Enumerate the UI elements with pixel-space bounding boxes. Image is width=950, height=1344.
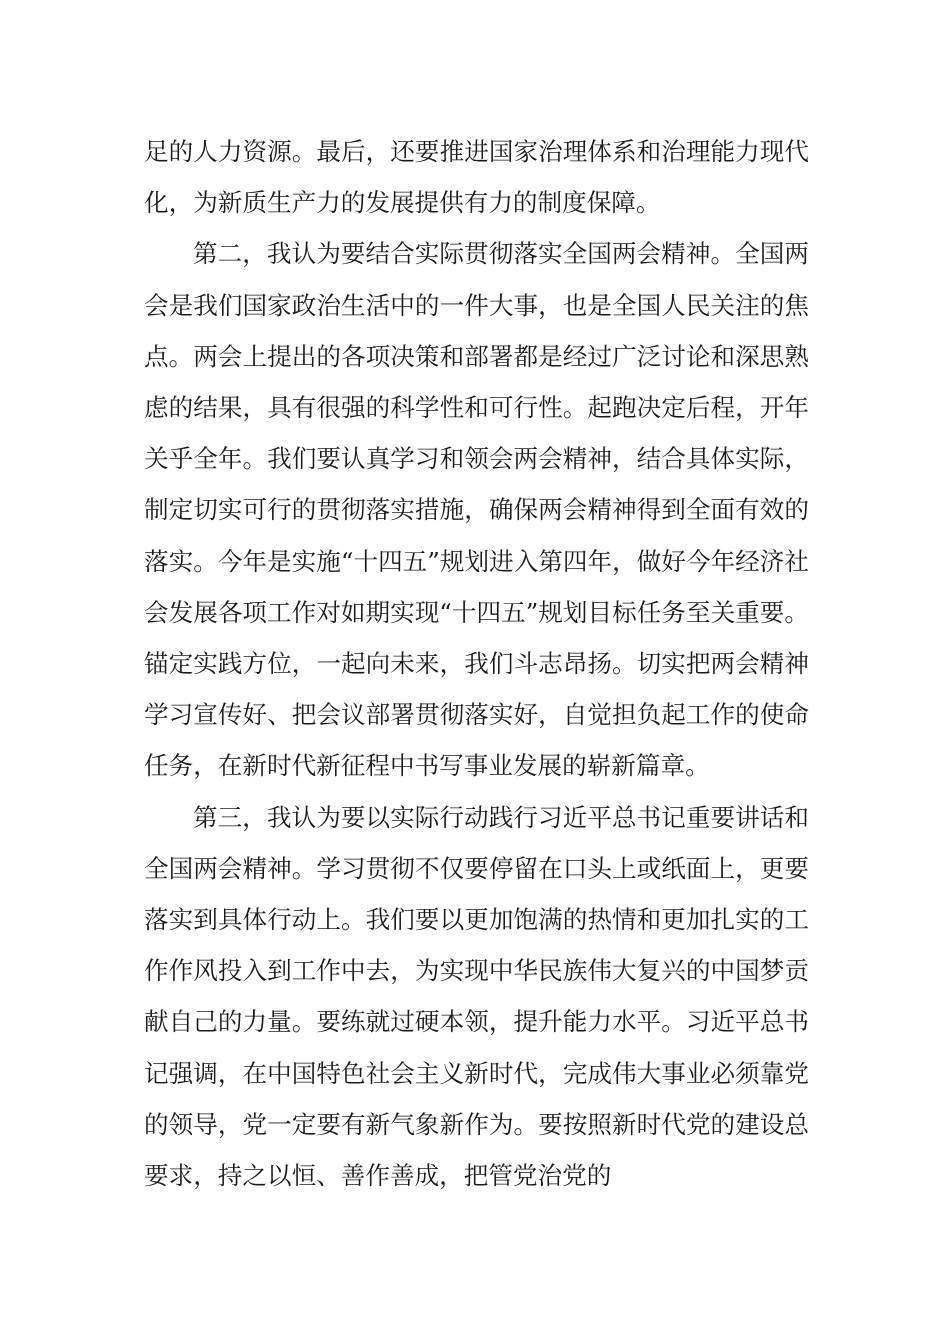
paragraph-second-point: 第二，我认为要结合实际贯彻落实全国两会精神。全国两会是我们国家政治生活中的一件大事，也是全国人民关注的焦点。两会上提出的各项决策和部署都是经过广泛讨论和深思熟虑的结果，具有很强的科学性和可行性。起跑决定后程，开年关乎全年。我们要认真学习和领会两会精神，结合具体实际，制定切实可行的贯彻落实措施，确保两会精神得到全面有效的落实。今年是实施“十四五”规划进入第四年，做好今年经济社会发展各项工作对如期实现“十四五”规划目标任务至关重要。锚定实践方位，一起向未来，我们斗志昂扬。切实把两会精神学习宣传好、把会议部署贯彻落实好，自觉担负起工作的使命任务，在新时代新征程中书写事业发展的崭新篇章。 — [144, 239, 809, 781]
paragraph-continuation: 足的人力资源。最后，还要推进国家治理体系和治理能力现代化，为新质生产力的发展提供有力的制度保障。 — [144, 137, 809, 218]
document-body — [144, 126, 809, 1201]
paragraph-third-point: 第三，我认为要以实际行动践行习近平总书记重要讲话和全国两会精神。学习贯彻不仅要停留在口头上或纸面上，更要落实到具体行动上。我们要以更加饱满的热情和更加扎实的工作作风投入到工作中去，为实现中华民族伟大复兴的中国梦贡献自己的力量。要练就过硬本领，提升能力水平。习近平总书记强调，在中国特色社会主义新时代，完成伟大事业必须靠党的领导，党一定要有新气象新作为。要按照新时代党的建设总要求，持之以恒、善作善成，把管党治党的 — [144, 802, 809, 1191]
